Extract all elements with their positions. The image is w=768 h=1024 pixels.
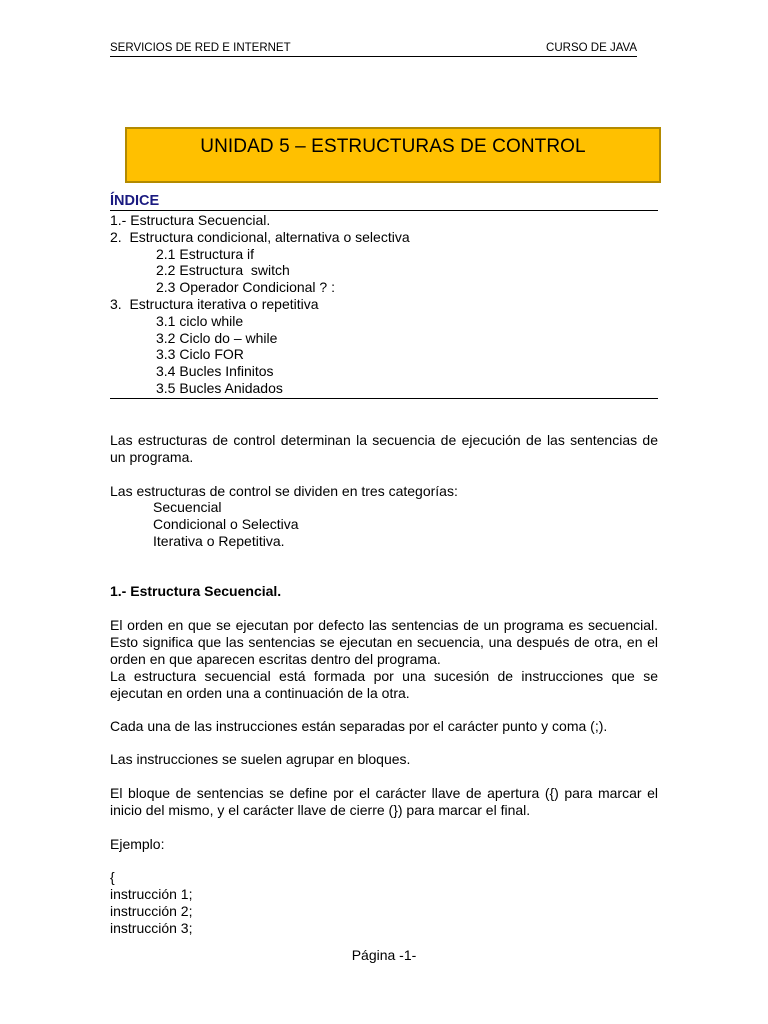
index-bottom-rule <box>110 398 658 399</box>
section-paragraph-5: El bloque de sentencias se define por el carácter llave de apertura ({) para marcar el inicio del mismo, y el carácter llave de cierre (}) para marcar el final. <box>110 785 658 818</box>
unit-title: UNIDAD 5 – ESTRUCTURAS DE CONTROL <box>200 136 586 157</box>
unit-title-box <box>125 127 661 183</box>
index-heading: ÍNDICE <box>110 193 160 209</box>
toc-item: 1.- Estructura Secuencial. <box>110 212 271 228</box>
category-item: Iterativa o Repetitiva. <box>153 533 285 549</box>
toc-item: 2.3 Operador Condicional ? : <box>156 279 335 296</box>
toc-item: 3.1 ciclo while <box>156 312 244 329</box>
toc-item: 3.3 Ciclo FOR <box>156 346 244 363</box>
toc-item: 2. Estructura condicional, alternativa o selectiva <box>110 228 410 245</box>
page-number: Página -1- <box>351 947 417 963</box>
toc-item: 3.4 Bucles Infinitos <box>156 363 274 380</box>
index-top-rule <box>110 210 658 211</box>
toc-item: 3.2 Ciclo do – while <box>156 329 278 346</box>
toc-item: 2.1 Estructura if <box>156 245 255 262</box>
category-item: Secuencial <box>153 499 222 515</box>
table-of-contents <box>110 212 658 397</box>
section-heading: 1.- Estructura Secuencial. <box>110 583 282 599</box>
code-line: instrucción 2; <box>110 903 193 919</box>
example-label: Ejemplo: <box>110 836 165 852</box>
toc-item: 3. Estructura iterativa o repetitiva <box>110 295 319 312</box>
header-left: SERVICIOS DE RED E INTERNET <box>110 42 291 54</box>
toc-item: 3.5 Bucles Anidados <box>156 379 283 396</box>
section-paragraph-1: El orden en que se ejecutan por defecto las sentencias de un programa es secuencial. Esto significa que las sentencias se ejecutan en secuencia, una después de otra, en el orden en que aparecen escritas dentro del programa. <box>110 617 658 667</box>
section-paragraph-4: Las instrucciones se suelen agrupar en bloques. <box>110 751 411 767</box>
code-line: { <box>110 869 115 885</box>
code-line: instrucción 1; <box>110 886 193 902</box>
intro-paragraph-1: Las estructuras de control determinan la secuencia de ejecución de las sentencias de un programa. <box>110 432 658 465</box>
toc-item: 2.2 Estructura switch <box>156 262 290 279</box>
section-paragraph-2: La estructura secuencial está formada por una sucesión de instrucciones que se ejecutan en orden una a continuación de la otra. <box>110 668 658 701</box>
category-item: Condicional o Selectiva <box>153 516 299 532</box>
header-right: CURSO DE JAVA <box>546 42 637 54</box>
intro-paragraph-2: Las estructuras de control se dividen en tres categorías: <box>110 483 458 499</box>
code-line: instrucción 3; <box>110 920 193 936</box>
page-header <box>110 42 637 57</box>
section-paragraph-3: Cada una de las instrucciones están separadas por el carácter punto y coma (;). <box>110 718 608 734</box>
